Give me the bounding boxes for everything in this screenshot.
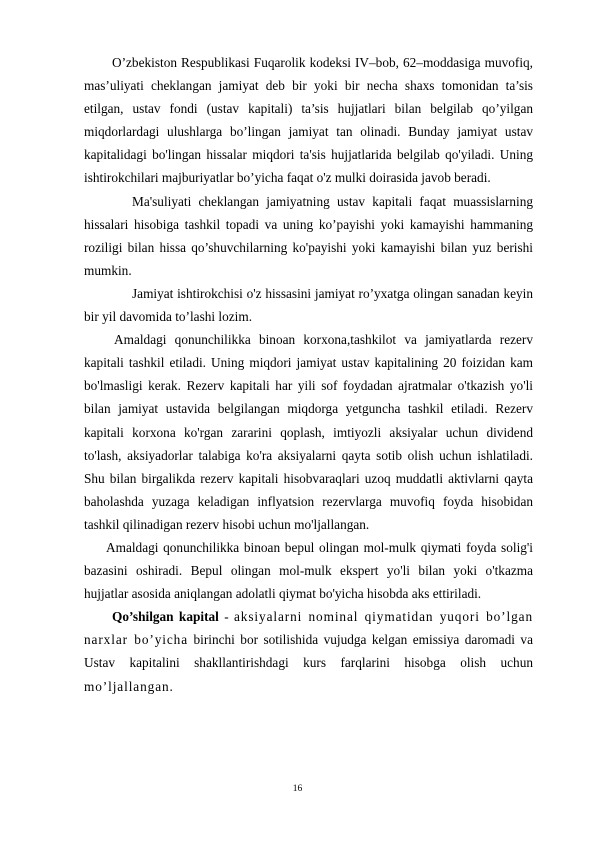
paragraph-civil-code: O’zbekiston Respublikasi Fuqarolik kodeksi IV–bob, 62–moddasiga muvofiq, mas’uliyati cheklangan jamiyat deb bir yoki bir necha shaxs tomonidan ta’sis etilgan, ustav fondi (ustav kapitali) ta’sis hujjatlari bilan belgilab qo’yilgan miqdorlardagi ulushlarga bo’lingan jamiyat tan olinadi. Bunday jamiyat ustav kapitalidagi bo'lingan hissalar miqdori ta'sis hujjatlarida belgilab qo'yiladi. Uning ishtirokchilari majburiyatlar bo’yicha faqat o'z mulki doirasida javob beradi.	[84, 55, 533, 186]
paragraph-qoshilgan-kapital	[84, 605, 533, 697]
paragraph-rezerv-kapitali: Amaldagi qonunchilikka binoan korxona,tashkilot va jamiyatlarda rezerv kapitali tashkil etiladi. Uning miqdori jamiyat ustav kapitalining 20 foizidan kam bo'lmasligi kerak. Rezerv kapitali har yili sof foydadan ajratmalar o'tkazish yo'li bilan jamiyat ustavida belgilangan miqdorga yetguncha tashkil etiladi. Rezerv kapitali korxona ko'rgan zararini qoplash, imtiyozli aksiyalar uchun dividend to'lash, aksiyadorlar talabiga ko'ra aksiyalarni qayta sotib olish uchun ishlatiladi. Shu bilan birgalikda rezerv kapitali hisobvaraqlari uzoq muddatli aktivlarni qayta baholashda yuzaga keladigan inflyatsion rezervlarga muvofiq foyda hisobidan tashkil qilinadigan rezerv hisobi uchun mo'ljallangan.	[84, 332, 533, 532]
definition-end: mo’ljallangan.	[84, 678, 174, 694]
definition-text: birinchi bor sotilishida vujudga kelgan emissiya daromadi va Ustav kapitalini shakllantirishdagi kurs farqlarini hisobga olish uchun	[84, 632, 533, 671]
definition-spaced-text: aksiyalarni nominal qiymatidan yuqori bo’lgan narxlar bo’yicha	[84, 609, 534, 648]
paragraph-bepul-mol-mulk: Amaldagi qonunchilikka binoan bepul olingan mol-mulk qiymati foyda solig'i bazasini oshiradi. Bepul olingan mol-mulk ekspert yo'li bilan yoki o'tkazma hujjatlar asosida aniqlangan adolatli qiymat bo'yicha hisobda aks ettiriladi.	[84, 539, 533, 602]
paragraph-hissa-tolash: Jamiyat ishtirokchisi o'z hissasini jamiyat ro’yxatga olingan sanadan keyin bir yil davomida to’lashi lozim.	[84, 285, 533, 325]
document-body	[84, 51, 533, 698]
term-qoshilgan-kapital: Qo’shilgan kapital	[112, 609, 219, 625]
page-number: 16	[292, 784, 303, 794]
term-dash: -	[218, 609, 234, 625]
paragraph-ustav-kapitali: Ma'suliyati cheklangan jamiyatning ustav kapitali faqat muassislarning hissalari hisobiga tashkil topadi va uning ko’payishi yoki kamayishi hammaning roziligi bilan hissa qo’shuvchilarning ko'payishi yoki kamayishi bilan yuz berishi mumkin.	[84, 193, 533, 278]
